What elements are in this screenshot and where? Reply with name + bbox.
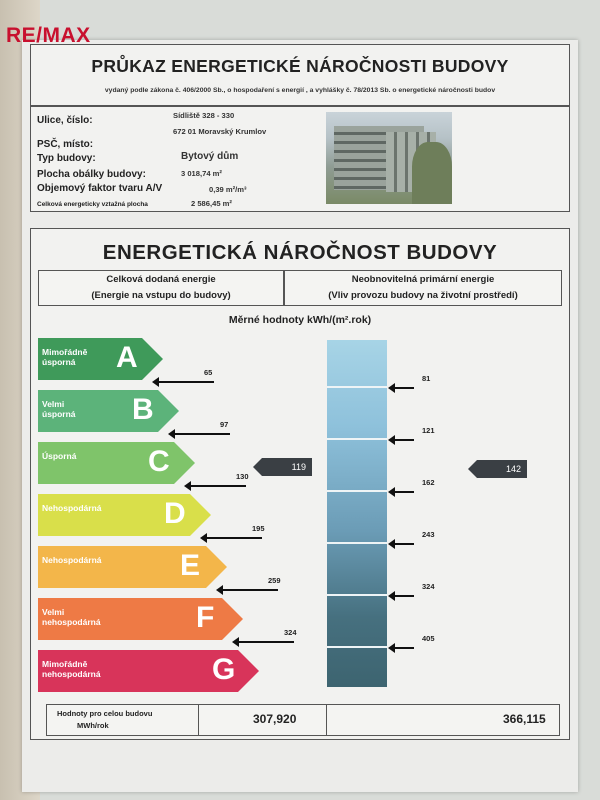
certificate-subtitle: vydaný podle zákona č. 406/2000 Sb., o hospodaření s energií , a vyhlášky č. 78/2013 Sb. o energetické náročnosti budov: [104, 87, 496, 94]
class-description-line2: úsporná: [42, 409, 76, 419]
psc-value: 672 01 Moravský Krumlov: [173, 127, 267, 136]
building-photo: [326, 112, 452, 204]
class-arrow-tip: [142, 338, 163, 380]
street-value: Sídliště 328 - 330: [173, 111, 235, 120]
psc-label: PSČ, místo:: [37, 139, 94, 150]
delivered-energy-subheading: (Energie na vstupu do budovy): [91, 290, 231, 301]
primary-energy-value: 142: [505, 464, 521, 474]
certificate-sheet: [22, 40, 578, 792]
footer-unit: MWh/rok: [77, 721, 109, 730]
class-arrow-tip: [174, 442, 195, 484]
primary-threshold-value: 405: [422, 634, 435, 643]
class-e-arrow: [38, 546, 227, 588]
energy-title: ENERGETICKÁ NÁROČNOST BUDOVY: [102, 241, 498, 264]
class-threshold-value: 259: [268, 576, 281, 585]
primary-energy-subheading: (Vliv provozu budovy na životní prostředí): [328, 290, 518, 301]
class-arrow-tip: [238, 650, 259, 692]
class-threshold-value: 97: [220, 420, 229, 429]
class-description: Nehospodárná: [42, 503, 102, 513]
type-label: Typ budovy:: [37, 153, 96, 164]
primary-energy-bar: [327, 340, 387, 687]
threshold-arrow: [238, 641, 294, 643]
class-letter: B: [132, 393, 154, 426]
class-description-line2: nehospodárná: [42, 669, 101, 679]
bar-tick: [327, 438, 387, 440]
delivered-energy-heading: Celková dodaná energie: [106, 274, 216, 285]
primary-threshold-arrow: [394, 647, 414, 649]
primary-threshold-arrow: [394, 439, 414, 441]
threshold-arrow: [174, 433, 230, 435]
envelope-value: 3 018,74 m²: [181, 169, 222, 178]
footer-box: [46, 704, 560, 736]
class-letter: C: [148, 445, 170, 478]
class-arrow-tip: [206, 546, 227, 588]
bar-tick: [327, 594, 387, 596]
street-label: Ulice, číslo:: [37, 115, 93, 126]
bar-tick: [327, 386, 387, 388]
shape-factor-label: Objemový faktor tvaru A/V: [37, 183, 163, 194]
delivered-energy-value: 119: [291, 462, 306, 472]
primary-threshold-arrow: [394, 543, 414, 545]
remax-logo: RE/MAX: [6, 24, 91, 47]
primary-threshold-arrow: [394, 595, 414, 597]
class-letter: A: [116, 341, 138, 374]
class-g-arrow: [38, 650, 259, 692]
class-description: Velmi úsporná: [42, 399, 76, 419]
threshold-arrow: [206, 537, 262, 539]
class-description: Úsporná: [42, 451, 77, 461]
bar-tick: [327, 542, 387, 544]
primary-threshold-arrow: [394, 387, 414, 389]
class-threshold-value: 324: [284, 628, 297, 637]
class-f-arrow: [38, 598, 243, 640]
threshold-arrow: [158, 381, 214, 383]
class-letter: F: [196, 601, 215, 634]
class-arrow-tip: [222, 598, 243, 640]
reference-area-value: 2 586,45 m²: [191, 199, 232, 208]
primary-energy-marker: [477, 460, 527, 478]
primary-threshold-arrow: [394, 491, 414, 493]
tree-shape: [412, 142, 452, 204]
bar-tick: [327, 490, 387, 492]
threshold-arrow: [222, 589, 278, 591]
class-d-arrow: [38, 494, 211, 536]
class-description: Velmi nehospodárná: [42, 607, 101, 627]
certificate-title: PRŮKAZ ENERGETICKÉ NÁROČNOSTI BUDOVY: [91, 56, 509, 76]
bar-tick: [327, 646, 387, 648]
class-threshold-value: 130: [236, 472, 249, 481]
class-a-arrow: [38, 338, 163, 380]
shape-factor-value: 0,39 m²/m³: [209, 185, 247, 194]
primary-threshold-value: 324: [422, 582, 435, 591]
threshold-arrow: [190, 485, 246, 487]
units-label: Měrné hodnoty kWh/(m².rok): [228, 314, 372, 326]
class-letter: G: [212, 653, 236, 686]
primary-threshold-value: 121: [422, 426, 435, 435]
envelope-label: Plocha obálky budovy:: [37, 169, 146, 180]
primary-threshold-value: 243: [422, 530, 435, 539]
class-description-line2: úsporná: [42, 357, 76, 367]
class-letter: E: [180, 549, 201, 582]
type-value: Bytový dům: [181, 151, 239, 162]
class-threshold-value: 195: [252, 524, 265, 533]
right-column-head: [284, 270, 562, 306]
class-letter: D: [164, 497, 186, 530]
total-primary-value: 366,115: [503, 712, 546, 726]
class-description-line2: nehospodárná: [42, 617, 101, 627]
footer-divider: [198, 704, 199, 736]
footer-divider: [326, 704, 327, 736]
left-column-head: [38, 270, 284, 306]
total-delivered-value: 307,920: [253, 712, 297, 726]
header-box: [30, 44, 570, 106]
class-arrow-tip: [190, 494, 211, 536]
class-arrow-tip: [158, 390, 179, 432]
building-info-box: [30, 106, 570, 212]
footer-label: Hodnoty pro celou budovu: [57, 709, 153, 718]
class-description: Mimořádně nehospodárná: [42, 659, 101, 679]
reference-area-label: Celková energeticky vztažná plocha: [37, 201, 148, 208]
class-c-arrow: [38, 442, 195, 484]
class-b-arrow: [38, 390, 179, 432]
primary-threshold-value: 162: [422, 478, 435, 487]
class-description: Mimořádně úsporná: [42, 347, 88, 367]
delivered-energy-marker: [262, 458, 312, 476]
class-description: Nehospodárná: [42, 555, 102, 565]
class-threshold-value: 65: [204, 368, 213, 377]
primary-energy-heading: Neobnovitelná primární energie: [351, 274, 495, 285]
primary-threshold-value: 81: [422, 374, 431, 383]
